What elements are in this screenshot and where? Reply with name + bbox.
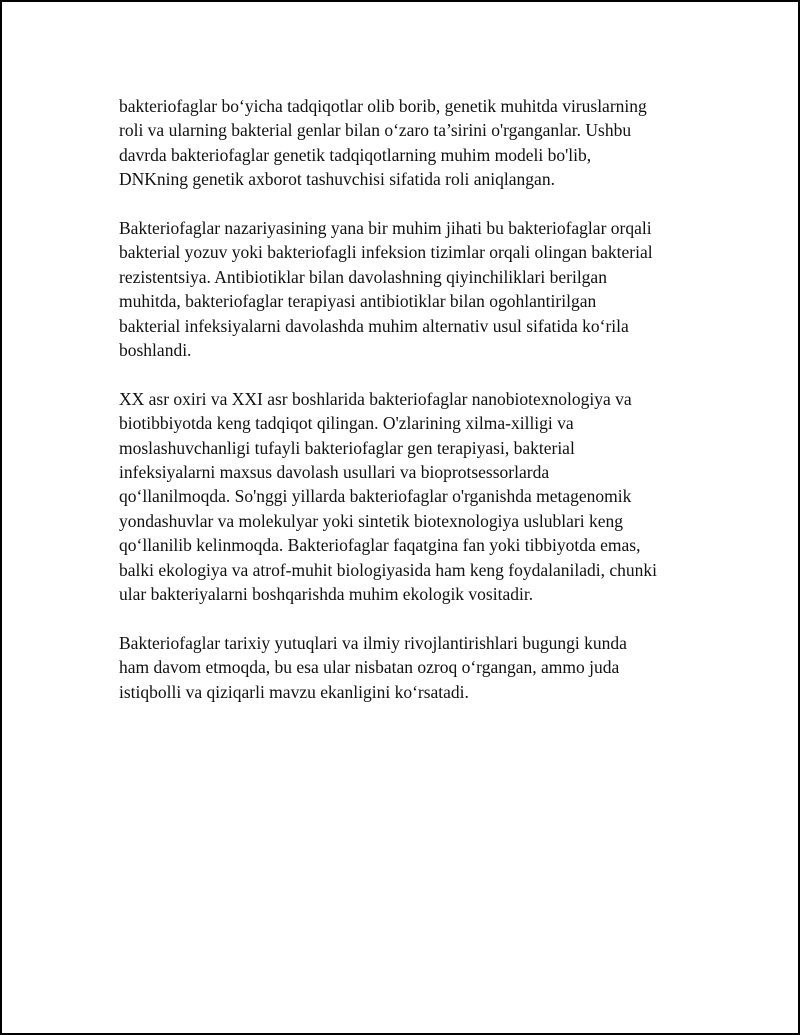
paragraph-3: XX asr oxiri va XXI asr boshlarida bakteriofaglar nanobiotexnologiya va biotibbiyotda keng tadqiqot qilingan. O'zlarining xilma-xilligi va moslashuvchanligi tufayli bakteriofaglar gen terapiyasi, bakterial infeksiyalarni maxsus davolash usullari va bioprotsessorlarda qo‘llanilmoqda. So'nggi yillarda bakteriofaglar o'rganishda metagenomik yondashuvlar va molekulyar yoki sintetik biotexnologiya uslublari keng qo‘llanilib kelinmoqda. Bakteriofaglar faqatgina fan yoki tibbiyotda emas, balki ekologiya va atrof-muhit biologiyasida ham keng foydalaniladi, chunki ular bakteriyalarni boshqarishda muhim ekologik vositadir. (119, 388, 657, 605)
document-body (119, 94, 699, 729)
paragraph-4: Bakteriofaglar tarixiy yutuqlari va ilmiy rivojlantirishlari bugungi kunda ham davom etmoqda, bu esa ular nisbatan ozroq o‘rgangan, ammo juda istiqbolli va qiziqarli mavzu ekanligini ko‘rsatadi. (119, 632, 627, 702)
paragraph-1: bakteriofaglar bo‘yicha tadqiqotlar olib borib, genetik muhitda viruslarning roli va ularning bakterial genlar bilan o‘zaro ta’sirini o'rganganlar. Ushbu davrda bakteriofaglar genetik tadqiqotlarning muhim modeli bo'lib, DNKning genetik axborot tashuvchisi sifatida roli aniqlangan. (119, 96, 647, 190)
paragraph-2: Bakteriofaglar nazariyasining yana bir muhim jihati bu bakteriofaglar orqali bakterial yozuv yoki bakteriofagli infeksion tizimlar orqali olingan bakterial rezistentsiya. Antibiotiklar bilan davolashning qiyinchiliklari berilgan muhitda, bakteriofaglar terapiyasi antibiotiklar bilan ogohlantirilgan bakterial infeksiyalarni davolashda muhim alternativ usul sifatida ko‘rila boshlandi. (119, 218, 653, 361)
